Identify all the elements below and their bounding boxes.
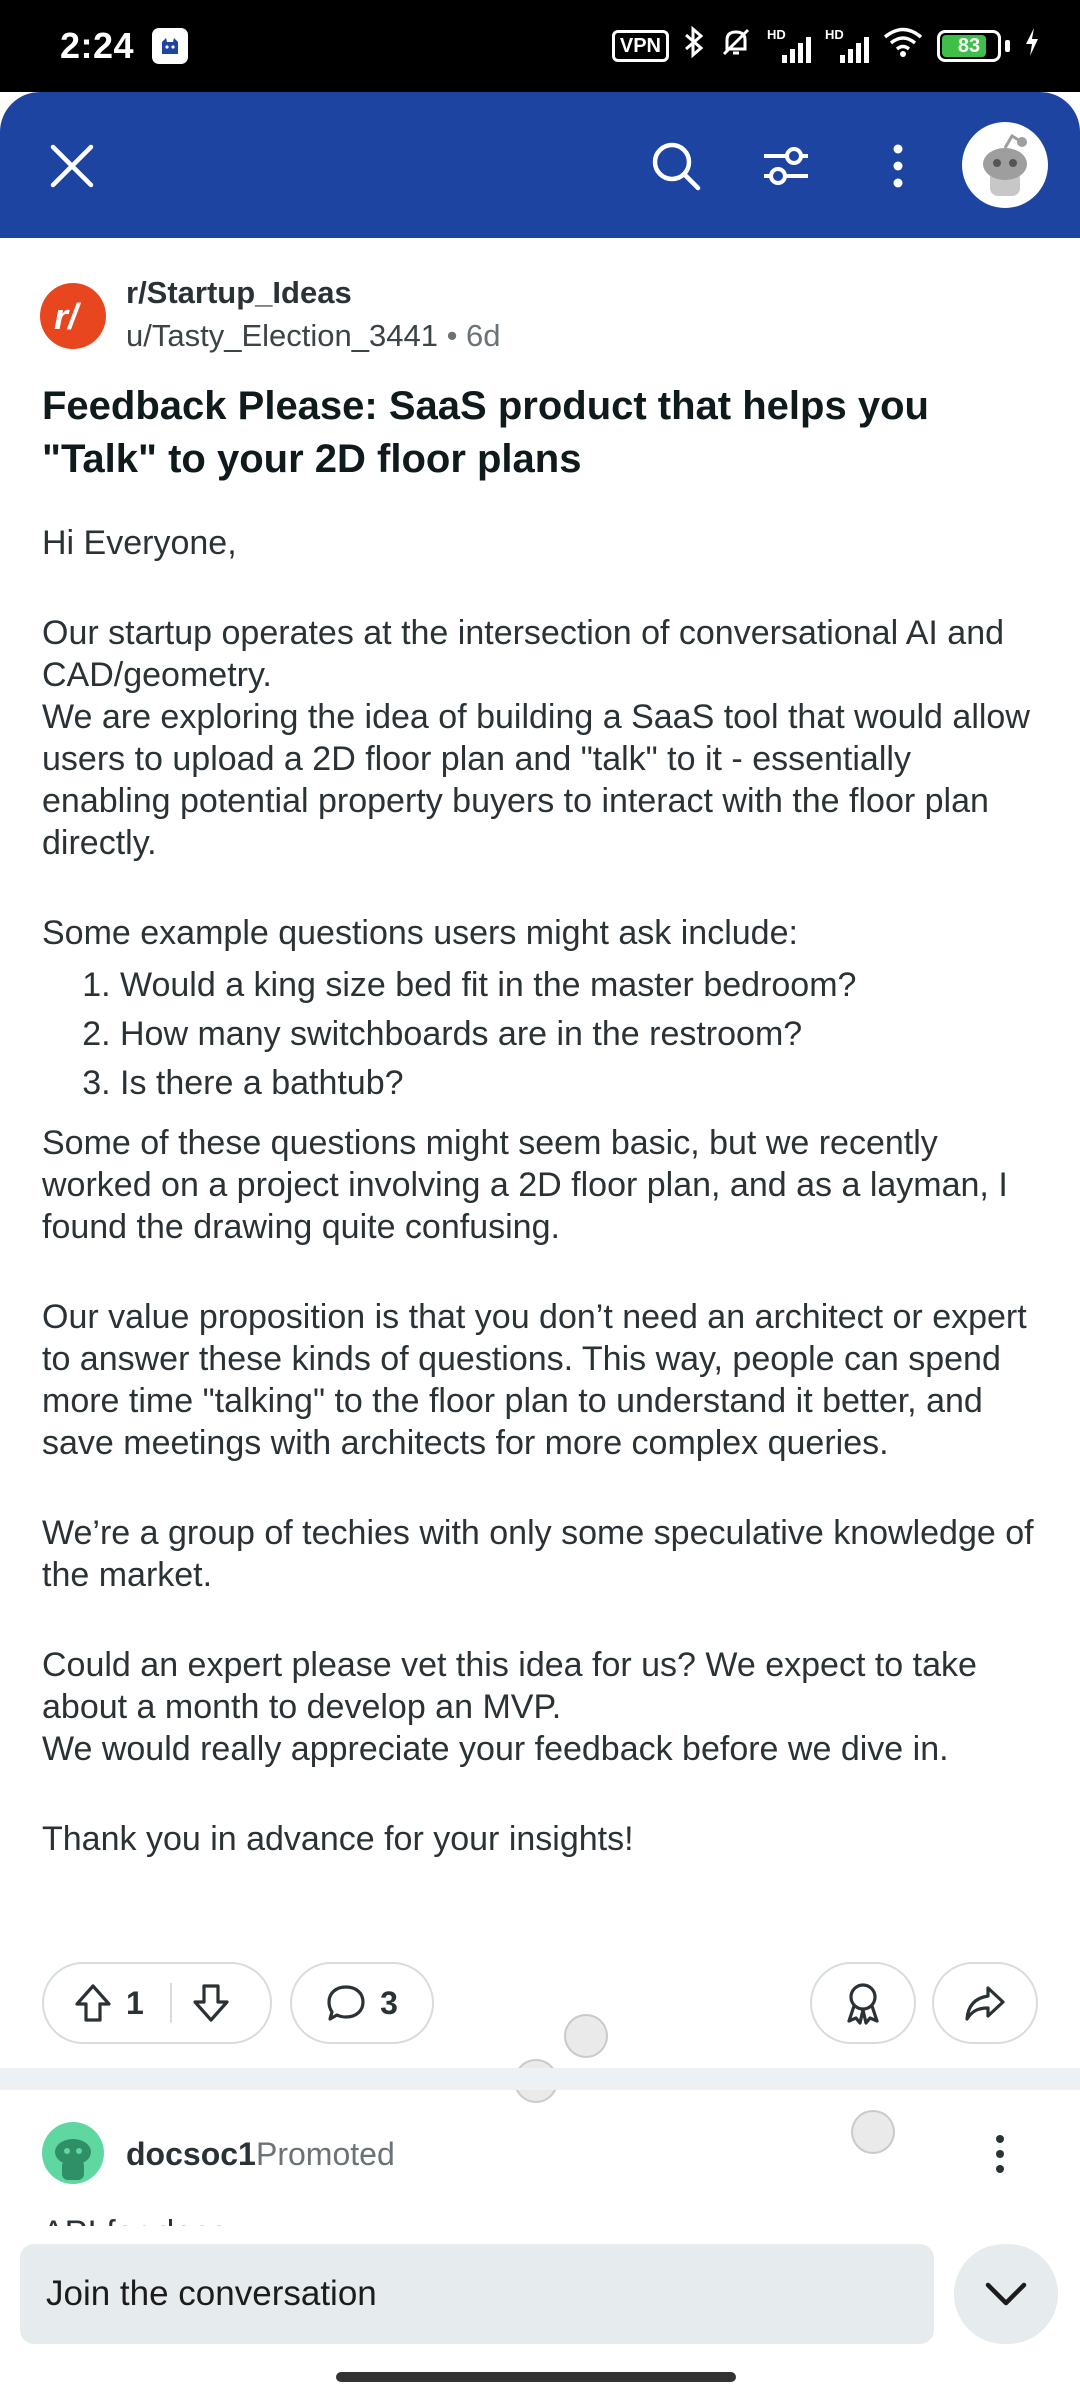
battery-level: 83 (957, 35, 981, 57)
comment-count: 3 (380, 1984, 398, 2021)
comments-button[interactable] (290, 1962, 434, 2044)
promoted-avatar[interactable] (42, 2122, 104, 2184)
search-icon (650, 140, 702, 192)
post-body (42, 522, 1042, 1860)
wifi-icon (883, 26, 923, 66)
more-options-button[interactable] (862, 130, 934, 202)
status-time: 2:24 (60, 25, 135, 66)
award-icon (843, 1981, 883, 2025)
list-item: 3. Is there a bathtub? (120, 1062, 1042, 1104)
section-divider (0, 2068, 1080, 2090)
body-paragraph-7: Thank you in advance for your insights! (42, 1820, 634, 1858)
hd-label-2: HD (825, 27, 844, 42)
touch-indicator (851, 2110, 895, 2154)
charging-icon (1024, 27, 1040, 65)
close-icon (49, 143, 95, 189)
sort-filter-button[interactable] (750, 130, 822, 202)
vote-control (42, 1962, 272, 2044)
comment-bubble-icon (326, 1983, 366, 2023)
downvote-button[interactable] (192, 1983, 230, 2023)
status-bar (0, 0, 1080, 92)
join-conversation-input[interactable]: Join the conversation (20, 2244, 934, 2344)
filter-icon (760, 143, 812, 189)
hd-label-1: HD (767, 27, 786, 42)
list-item: 1. Would a king size bed fit in the master bedroom? (120, 964, 1042, 1006)
body-paragraph-1a: Our startup operates at the intersection of conversational AI and CAD/geometry. (42, 614, 1005, 694)
question-list (42, 964, 1042, 1104)
post-header-bar (0, 92, 1080, 238)
share-arrow-icon (964, 1984, 1006, 2022)
more-vertical-icon (892, 143, 904, 189)
award-button[interactable] (810, 1962, 916, 2044)
meta-separator: • (446, 318, 458, 353)
body-paragraph-4: Our value proposition is that you don’t need an architect or expert to answer these kinds of questions. This way, people can spend more time "talking" to the floor plan to understand it better, and save meetings with architects for more complex queries. (42, 1298, 1027, 1462)
list-item: 2. How many switchboards are in the restroom? (120, 1013, 1042, 1055)
vote-divider (170, 1983, 172, 2023)
mute-bell-icon (719, 25, 753, 67)
promoted-preview-text (42, 2214, 284, 2226)
user-avatar-button[interactable] (962, 122, 1048, 208)
upvote-icon (74, 1983, 112, 2023)
snoo-avatar-icon (42, 2122, 104, 2184)
body-greeting: Hi Everyone, (42, 524, 237, 562)
body-paragraph-6a: Could an expert please vet this idea for us? We expect to take about a month to develop an MVP. (42, 1646, 977, 1726)
promoted-more-button[interactable] (980, 2124, 1020, 2184)
vote-count: 1 (126, 1984, 144, 2021)
close-button[interactable] (36, 130, 108, 202)
body-paragraph-2: Some example questions users might ask include: (42, 914, 798, 952)
battery-cap (1005, 40, 1010, 52)
home-indicator[interactable] (336, 2372, 736, 2382)
search-button[interactable] (640, 130, 712, 202)
touch-indicator (564, 2014, 608, 2058)
author-line (126, 318, 501, 354)
body-paragraph-6b: We would really appreciate your feedback before we dive in. (42, 1730, 949, 1768)
signal-icon-2 (825, 29, 869, 63)
signal-icon-1 (767, 29, 811, 63)
battery-icon (937, 30, 1001, 62)
promoted-author[interactable]: docsoc1 (126, 2136, 256, 2172)
snoo-avatar-icon (970, 130, 1040, 200)
share-button[interactable] (932, 1962, 1038, 2044)
more-vertical-icon (994, 2134, 1006, 2174)
subreddit-name[interactable]: r/Startup_Ideas (126, 275, 352, 310)
post-title: Feedback Please: SaaS product that helps you "Talk" to your 2D floor plans (42, 384, 929, 481)
body-paragraph-5: We’re a group of techies with only some speculative knowledge of the market. (42, 1514, 1034, 1594)
vpn-icon: VPN (612, 30, 669, 62)
post-age: 6d (466, 318, 501, 353)
chevron-down-icon (984, 2280, 1028, 2308)
svg-text:r/: r/ (54, 296, 79, 337)
subreddit-icon[interactable] (40, 283, 106, 349)
body-paragraph-1b: We are exploring the idea of building a SaaS tool that would allow users to upload a 2D floor plan and "talk" to it - essentially enabling potential property buyers to interact with the floor plan directly. (42, 698, 1030, 862)
body-paragraph-3: Some of these questions might seem basic, but we recently worked on a project involving a 2D floor plan, and as a layman, I found the drawing quite confusing. (42, 1124, 1008, 1246)
collapse-button[interactable] (954, 2244, 1058, 2344)
upvote-button[interactable] (74, 1983, 112, 2023)
downvote-icon (192, 1983, 230, 2023)
promoted-label: Promoted (256, 2136, 395, 2172)
author-name[interactable]: u/Tasty_Election_3441 (126, 318, 438, 353)
bluetooth-icon (683, 26, 705, 66)
notification-app-icon (152, 28, 188, 64)
